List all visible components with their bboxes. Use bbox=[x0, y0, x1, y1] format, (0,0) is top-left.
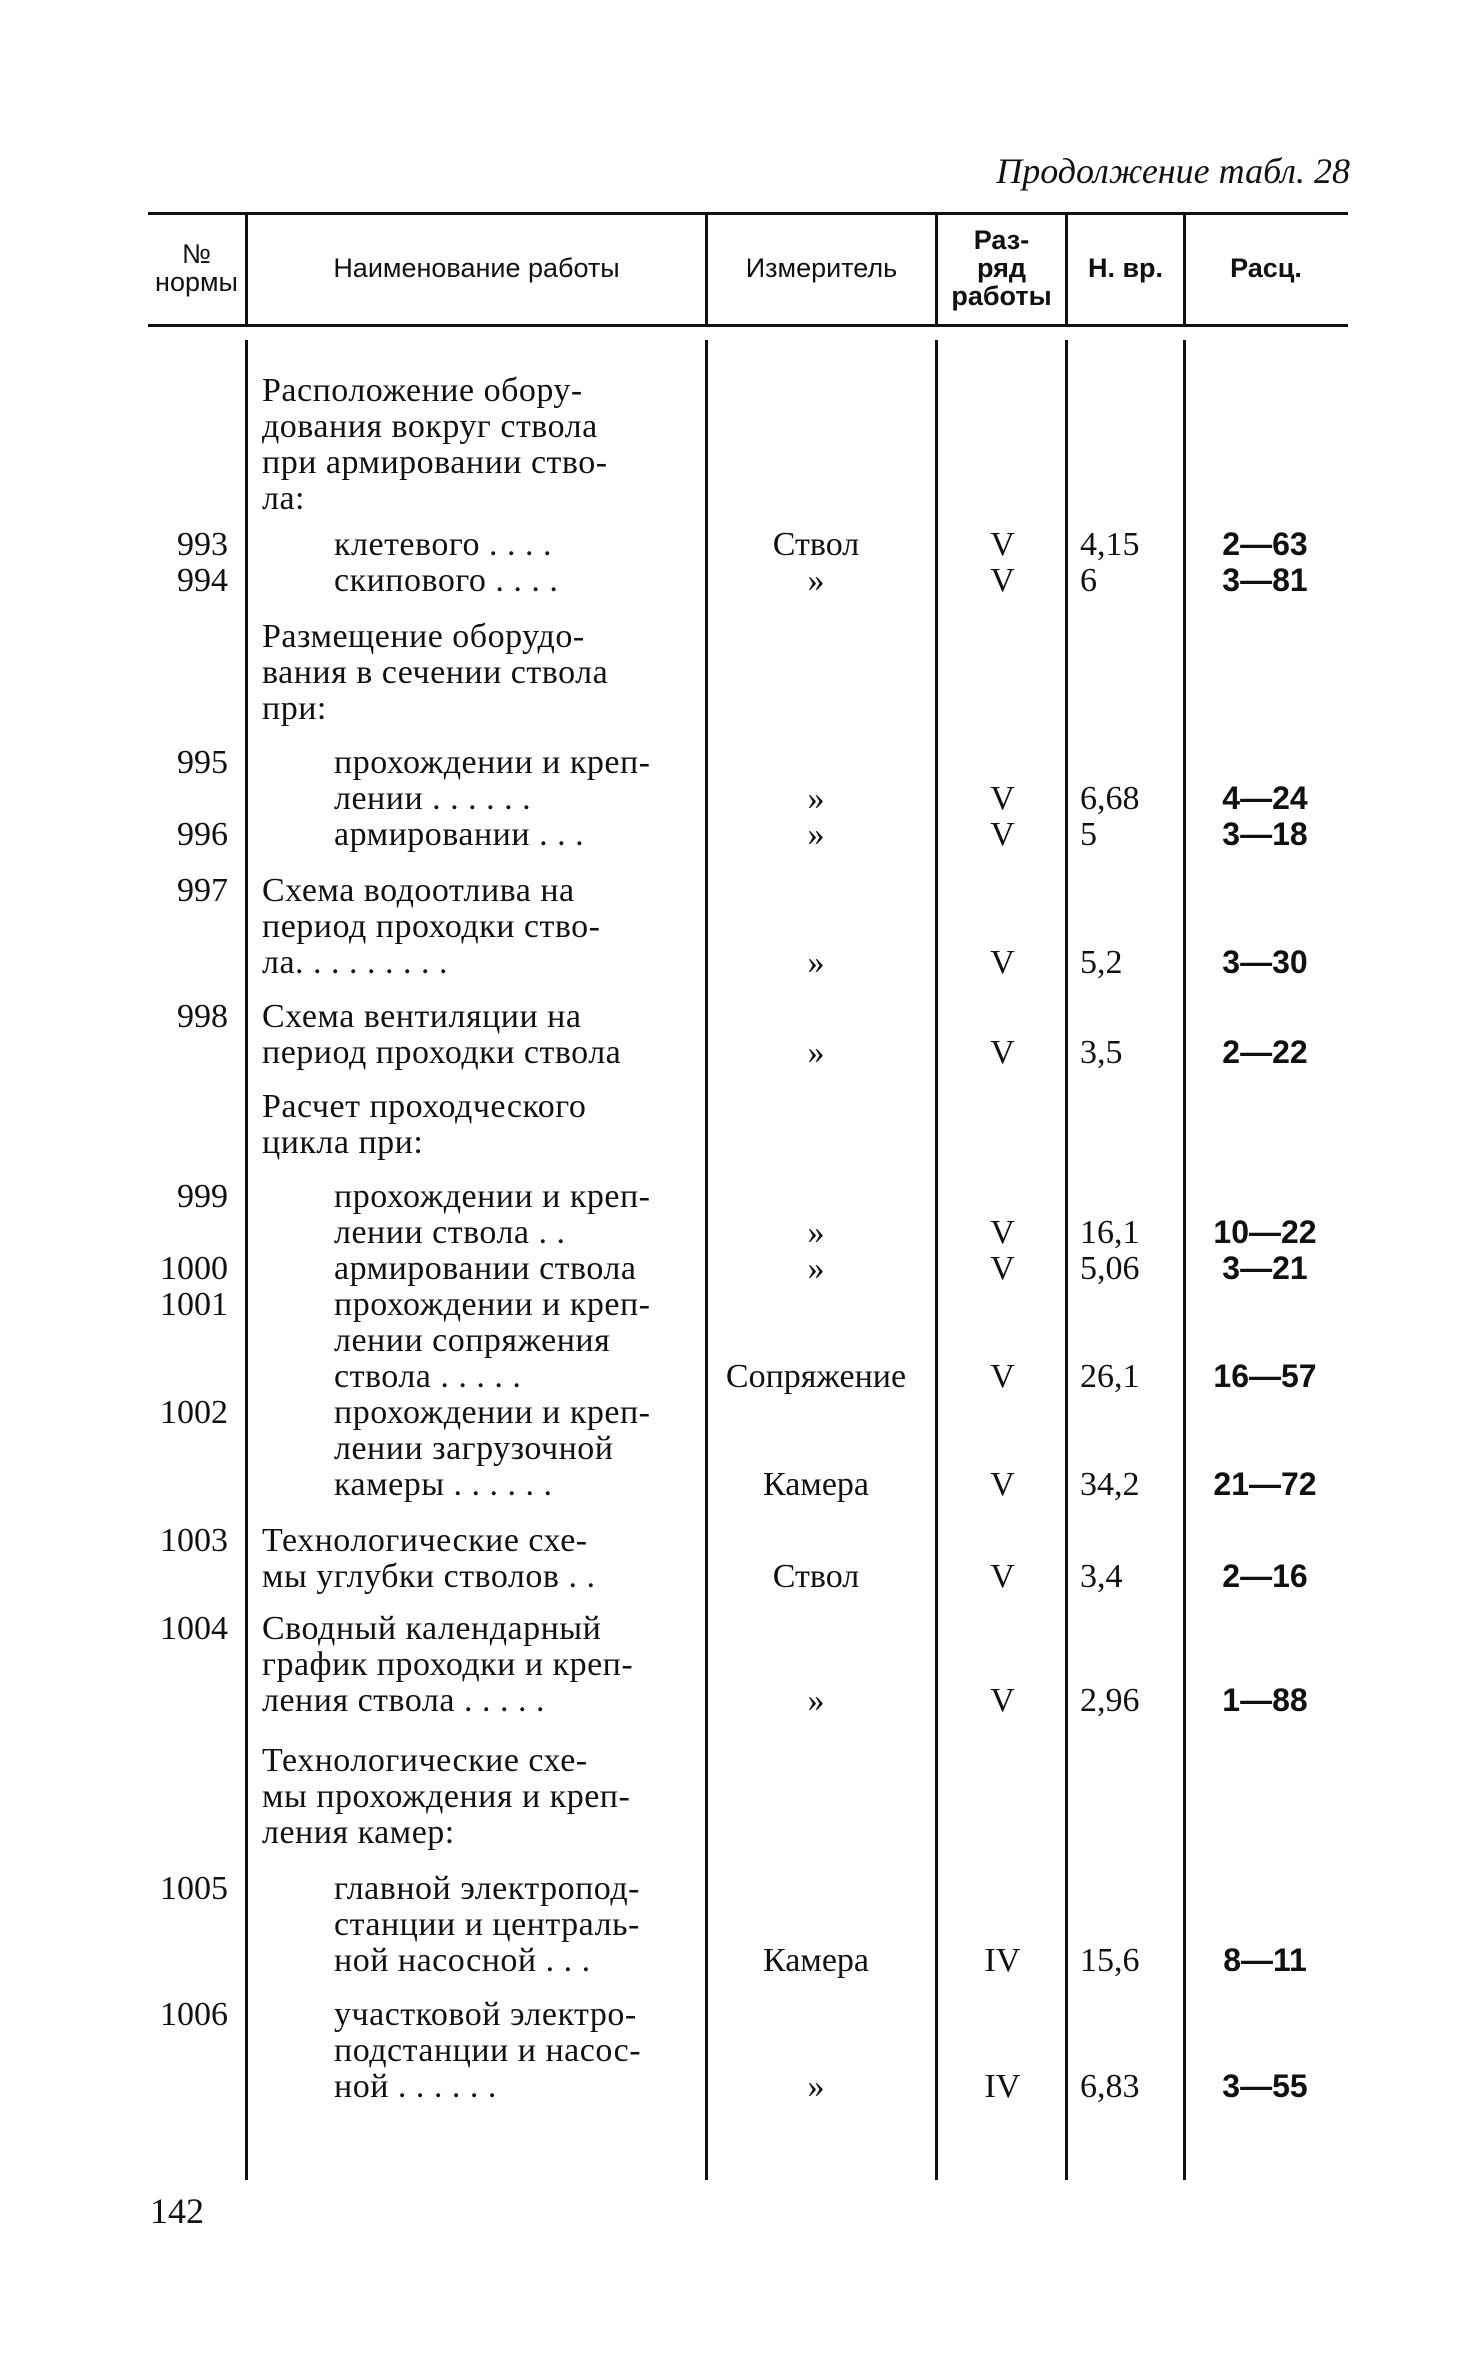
header-norm-number-line-1: № bbox=[182, 239, 211, 269]
work-name-text: лении загрузочной bbox=[334, 1430, 614, 1467]
norm-number: 993 bbox=[177, 526, 228, 563]
body-divider-5 bbox=[1183, 340, 1186, 2180]
work-name-text: прохождении и креп- bbox=[334, 1178, 651, 1215]
table-header-rule bbox=[148, 324, 1348, 327]
header-grade-line-1: Раз- bbox=[973, 225, 1030, 255]
work-grade: V bbox=[990, 1034, 1015, 1071]
work-name-text: лении . . . . . . bbox=[334, 780, 532, 817]
header-hours: Н. вр. bbox=[1087, 253, 1164, 283]
price-rate: 8—11 bbox=[1223, 1942, 1307, 1978]
work-grade: V bbox=[990, 780, 1015, 817]
work-name-text: Технологические схе- bbox=[262, 1742, 588, 1779]
norm-number: 996 bbox=[177, 816, 228, 853]
price-rate: 3—55 bbox=[1222, 2068, 1308, 2104]
norm-number: 1001 bbox=[160, 1286, 228, 1323]
price-rate: 3—18 bbox=[1222, 816, 1308, 852]
work-name-text: период проходки ство- bbox=[262, 908, 601, 945]
time-norm: 3,4 bbox=[1080, 1558, 1123, 1595]
work-grade: V bbox=[990, 526, 1015, 563]
norm-number: 1004 bbox=[160, 1610, 228, 1647]
norm-number: 998 bbox=[177, 998, 228, 1035]
work-name-text: станции и централь- bbox=[334, 1906, 640, 1943]
norm-number: 994 bbox=[177, 562, 228, 599]
work-name-text: ной . . . . . . bbox=[334, 2068, 497, 2105]
time-norm: 3,5 bbox=[1080, 1034, 1123, 1071]
time-norm: 16,1 bbox=[1080, 1214, 1140, 1251]
work-name-text: Размещение оборудо- bbox=[262, 618, 585, 655]
work-name-text: главной электропод- bbox=[334, 1870, 640, 1907]
work-grade: V bbox=[990, 1466, 1015, 1503]
work-name-text: клетевого . . . . bbox=[334, 526, 552, 563]
work-name-text: камеры . . . . . . bbox=[334, 1466, 553, 1503]
measure-unit: » bbox=[807, 1250, 825, 1287]
header-grade bbox=[938, 218, 1065, 318]
work-name-text: мы прохождения и креп- bbox=[262, 1778, 631, 1815]
header-grade-line-2: ряд bbox=[976, 253, 1026, 283]
header-measure: Измеритель bbox=[745, 253, 898, 283]
measure-unit: » bbox=[807, 1682, 825, 1719]
work-name-text: Технологические схе- bbox=[262, 1522, 588, 1559]
work-name-text: Расчет проходческого bbox=[262, 1088, 587, 1125]
norm-number: 995 bbox=[177, 744, 228, 781]
price-rate: 10—22 bbox=[1213, 1214, 1317, 1250]
work-name-text: лении сопряжения bbox=[334, 1322, 611, 1359]
work-name-text: прохождении и креп- bbox=[334, 744, 651, 781]
work-name-text: участковой электро- bbox=[334, 1996, 637, 2033]
time-norm: 5,2 bbox=[1080, 944, 1123, 981]
time-norm: 15,6 bbox=[1080, 1942, 1140, 1979]
measure-unit: » bbox=[807, 780, 825, 817]
measure-unit: » bbox=[807, 816, 825, 853]
work-name-text: лении ствола . . bbox=[334, 1214, 566, 1251]
work-name-text: вания в сечении ствола bbox=[262, 654, 609, 691]
table-continuation-caption: Продолжение табл. 28 bbox=[996, 151, 1350, 191]
header-price: Расц. bbox=[1230, 253, 1302, 283]
header-work-name: Наименование работы bbox=[333, 253, 620, 283]
work-name-text: Схема вентиляции на bbox=[262, 998, 582, 1035]
work-grade: V bbox=[990, 1250, 1015, 1287]
measure-unit: » bbox=[807, 1214, 825, 1251]
price-rate: 2—16 bbox=[1222, 1558, 1308, 1594]
work-name-text: ла: bbox=[262, 480, 306, 517]
work-name-text: при армировании ство- bbox=[262, 444, 608, 481]
body-divider-4 bbox=[1065, 340, 1068, 2180]
work-name-text: ления ствола . . . . . bbox=[262, 1682, 545, 1719]
work-grade: V bbox=[990, 816, 1015, 853]
price-rate: 2—63 bbox=[1222, 526, 1308, 562]
price-rate: 3—30 bbox=[1222, 944, 1308, 980]
work-grade: V bbox=[990, 1358, 1015, 1395]
work-name-text: ствола . . . . . bbox=[334, 1358, 522, 1395]
time-norm: 5,06 bbox=[1080, 1250, 1140, 1287]
work-name-text: прохождении и креп- bbox=[334, 1286, 651, 1323]
body-divider-3 bbox=[935, 340, 938, 2180]
price-rate: 2—22 bbox=[1222, 1034, 1308, 1070]
work-name-text: график проходки и креп- bbox=[262, 1646, 634, 1683]
price-rate: 4—24 bbox=[1222, 780, 1308, 816]
measure-unit: » bbox=[807, 944, 825, 981]
norm-number: 997 bbox=[177, 872, 228, 909]
price-rate: 21—72 bbox=[1213, 1466, 1317, 1502]
norm-number: 1000 bbox=[160, 1250, 228, 1287]
header-norm-number-line-2: нормы bbox=[155, 267, 238, 297]
time-norm: 6 bbox=[1080, 562, 1097, 599]
work-name-text: Расположение обору- bbox=[262, 372, 583, 409]
norm-number: 999 bbox=[177, 1178, 228, 1215]
measure-unit: Ствол bbox=[772, 1558, 860, 1595]
work-name-text: скипового . . . . bbox=[334, 562, 559, 599]
work-name-text: армировании ствола bbox=[334, 1250, 637, 1287]
time-norm: 6,68 bbox=[1080, 780, 1140, 817]
measure-unit: Камера bbox=[762, 1942, 870, 1979]
time-norm: 4,15 bbox=[1080, 526, 1140, 563]
time-norm: 5 bbox=[1080, 816, 1097, 853]
work-name-text: ления камер: bbox=[262, 1814, 455, 1851]
measure-unit: » bbox=[807, 562, 825, 599]
work-grade: V bbox=[990, 1214, 1015, 1251]
measure-unit: Ствол bbox=[772, 526, 860, 563]
norm-number: 1002 bbox=[160, 1394, 228, 1431]
price-rate: 3—81 bbox=[1222, 562, 1308, 598]
work-grade: V bbox=[990, 1558, 1015, 1595]
measure-unit: » bbox=[807, 1034, 825, 1071]
norm-number: 1006 bbox=[160, 1996, 228, 2033]
norm-number: 1005 bbox=[160, 1870, 228, 1907]
work-name-text: цикла при: bbox=[262, 1124, 424, 1161]
price-rate: 16—57 bbox=[1213, 1358, 1317, 1394]
work-name-text: армировании . . . bbox=[334, 816, 585, 853]
header-norm-number bbox=[148, 218, 245, 318]
work-name-text: ла. . . . . . . . . bbox=[262, 944, 449, 981]
work-name-text: ной насосной . . . bbox=[334, 1942, 591, 1979]
time-norm: 26,1 bbox=[1080, 1358, 1140, 1395]
time-norm: 34,2 bbox=[1080, 1466, 1140, 1503]
work-name-text: подстанции и насос- bbox=[334, 2032, 642, 2069]
work-grade: V bbox=[990, 944, 1015, 981]
work-grade: V bbox=[990, 1682, 1015, 1719]
measure-unit: Сопряжение bbox=[725, 1358, 907, 1395]
measure-unit: » bbox=[807, 2068, 825, 2105]
work-grade: V bbox=[990, 562, 1015, 599]
price-rate: 1—88 bbox=[1222, 1682, 1308, 1718]
work-name-text: при: bbox=[262, 690, 327, 727]
work-name-text: дования вокруг ствола bbox=[262, 408, 598, 445]
work-name-text: мы углубки стволов . . bbox=[262, 1558, 596, 1595]
work-name-text: прохождении и креп- bbox=[334, 1394, 651, 1431]
price-rate: 3—21 bbox=[1222, 1250, 1308, 1286]
work-grade: IV bbox=[984, 2068, 1021, 2105]
work-name-text: Сводный календарный bbox=[262, 1610, 602, 1647]
page-number: 142 bbox=[150, 2191, 204, 2231]
table-top-rule bbox=[148, 212, 1348, 215]
time-norm: 2,96 bbox=[1080, 1682, 1140, 1719]
work-name-text: период проходки ствола bbox=[262, 1034, 622, 1071]
body-divider-1 bbox=[245, 340, 248, 2180]
work-name-text: Схема водоотлива на bbox=[262, 872, 575, 909]
header-grade-line-3: работы bbox=[951, 281, 1052, 311]
work-grade: IV bbox=[984, 1942, 1021, 1979]
measure-unit: Камера bbox=[762, 1466, 870, 1503]
time-norm: 6,83 bbox=[1080, 2068, 1140, 2105]
norm-number: 1003 bbox=[160, 1522, 228, 1559]
